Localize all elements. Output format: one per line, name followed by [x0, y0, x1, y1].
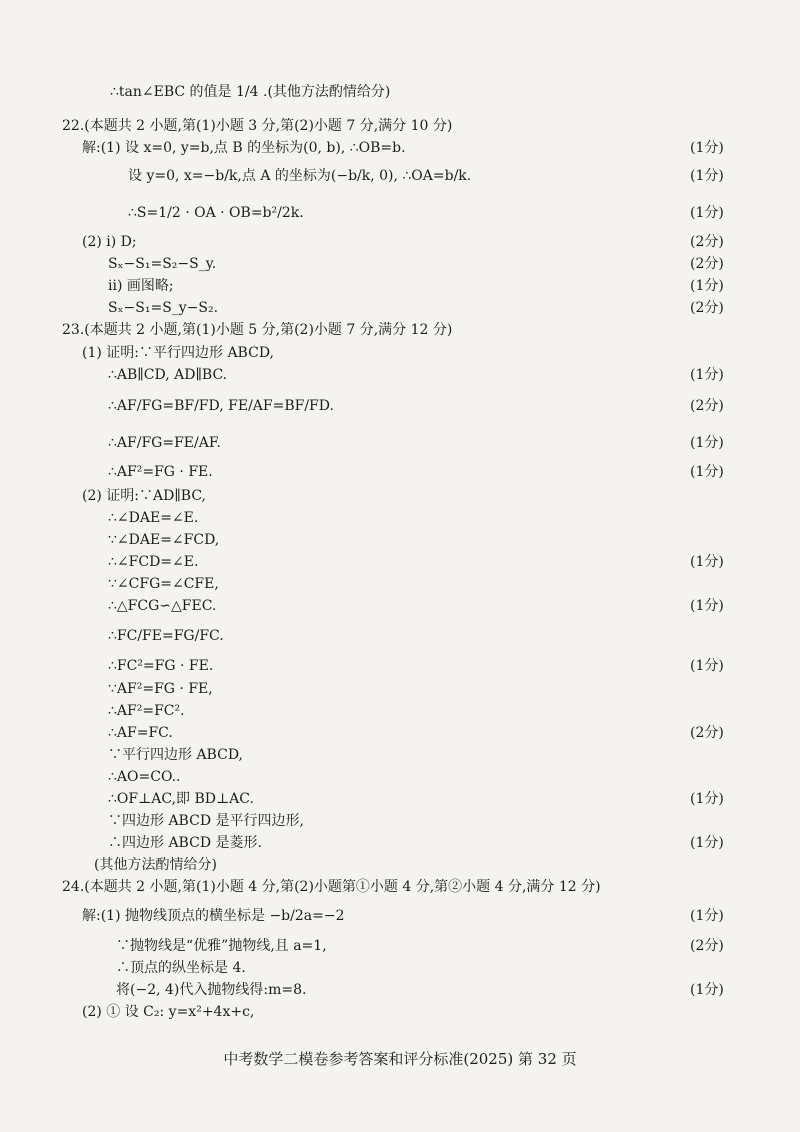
line-text: (1) 证明:∵平行四边形 ABCD, — [82, 345, 274, 361]
line-text: ∴AF/FG=FE/AF. — [108, 435, 221, 451]
line-score: (1分) — [690, 464, 724, 480]
line-score: (1分) — [690, 278, 724, 294]
line-text: 将(−2, 4)代入抛物线得:m=8. — [116, 982, 307, 998]
line-text: ∵∠DAE=∠FCD, — [108, 532, 220, 548]
line-text: (2) ① 设 C₂: y=x²+4x+c, — [82, 1004, 255, 1020]
line-text: ∴FC²=FG · FE. — [108, 658, 214, 674]
line-score: (1分) — [690, 435, 724, 451]
line-score: (1分) — [690, 205, 724, 221]
line-score: (1分) — [690, 658, 724, 674]
line-score: (1分) — [690, 908, 724, 924]
line-score: (2分) — [690, 234, 724, 250]
line-text: ∴顶点的纵坐标是 4. — [116, 960, 246, 976]
line-text: ∵平行四边形 ABCD, — [108, 747, 243, 763]
line-text: 23.(本题共 2 小题,第(1)小题 5 分,第(2)小题 7 分,满分 12 分) — [62, 322, 453, 338]
line-text: ∴四边形 ABCD 是菱形. — [108, 835, 262, 851]
line-score: (2分) — [690, 725, 724, 741]
line-text: ∴∠DAE=∠E. — [108, 510, 199, 526]
line-score: (1分) — [690, 140, 724, 156]
line-text: (2) i) D; — [82, 234, 137, 250]
line-score: (1分) — [690, 598, 724, 614]
line-score: (2分) — [690, 938, 724, 954]
line-text: (2) 证明:∵AD∥BC, — [82, 488, 207, 504]
line-text: ∴∠FCD=∠E. — [108, 554, 199, 570]
line-text: ∴AB∥CD, AD∥BC. — [108, 367, 228, 383]
line-text: ∴AO=CO.. — [108, 769, 181, 785]
line-text: ∵∠CFG=∠CFE, — [108, 576, 219, 592]
line-text: Sₓ−S₁=S₂−S_y. — [108, 256, 217, 272]
line-text: ∴OF⊥AC,即 BD⊥AC. — [108, 791, 254, 807]
line-score: (2分) — [690, 398, 724, 414]
line-score: (1分) — [690, 168, 724, 184]
line-text: ∴△FCG∽△FEC. — [108, 598, 217, 614]
line-text: ii) 画图略; — [108, 278, 174, 294]
line-text: ∴FC/FE=FG/FC. — [108, 628, 224, 644]
line-text: 22.(本题共 2 小题,第(1)小题 3 分,第(2)小题 7 分,满分 10 分) — [62, 118, 453, 134]
line-text: ∵AF²=FG · FE, — [108, 681, 213, 697]
line-text: ∴tan∠EBC 的值是 1/4 .(其他方法酌情给分) — [110, 84, 391, 100]
line-text: ∴AF²=FG · FE. — [108, 464, 213, 480]
page-footer: 中考数学二模卷参考答案和评分标准(2025) 第 32 页 — [223, 1050, 577, 1068]
line-text: 24.(本题共 2 小题,第(1)小题 4 分,第(2)小题第①小题 4 分,第②小题 4 分,满分 12 分) — [62, 879, 601, 895]
line-text: Sₓ−S₁=S_y−S₂. — [108, 300, 219, 316]
line-text: ∴AF²=FC². — [108, 703, 185, 719]
line-text: ∴AF=FC. — [108, 725, 173, 741]
line-score: (1分) — [690, 835, 724, 851]
line-score: (1分) — [690, 791, 724, 807]
line-text: 解:(1) 设 x=0, y=b,点 B 的坐标为(0, b), ∴OB=b. — [82, 140, 406, 156]
line-score: (1分) — [690, 982, 724, 998]
line-text: ∴AF/FG=BF/FD, FE/AF=BF/FD. — [108, 398, 334, 414]
line-score: (2分) — [690, 300, 724, 316]
line-text: ∵抛物线是“优雅”抛物线,且 a=1, — [116, 938, 327, 954]
line-score: (1分) — [690, 367, 724, 383]
line-score: (1分) — [690, 554, 724, 570]
line-score: (2分) — [690, 256, 724, 272]
line-text: 设 y=0, x=−b/k,点 A 的坐标为(−b/k, 0), ∴OA=b/k. — [128, 168, 472, 184]
line-text: ∴S=1/2 · OA · OB=b²/2k. — [128, 205, 304, 221]
line-text: (其他方法酌情给分) — [94, 857, 217, 873]
line-text: ∵四边形 ABCD 是平行四边形, — [108, 813, 304, 829]
line-text: 解:(1) 抛物线顶点的横坐标是 −b/2a=−2 — [82, 908, 345, 924]
